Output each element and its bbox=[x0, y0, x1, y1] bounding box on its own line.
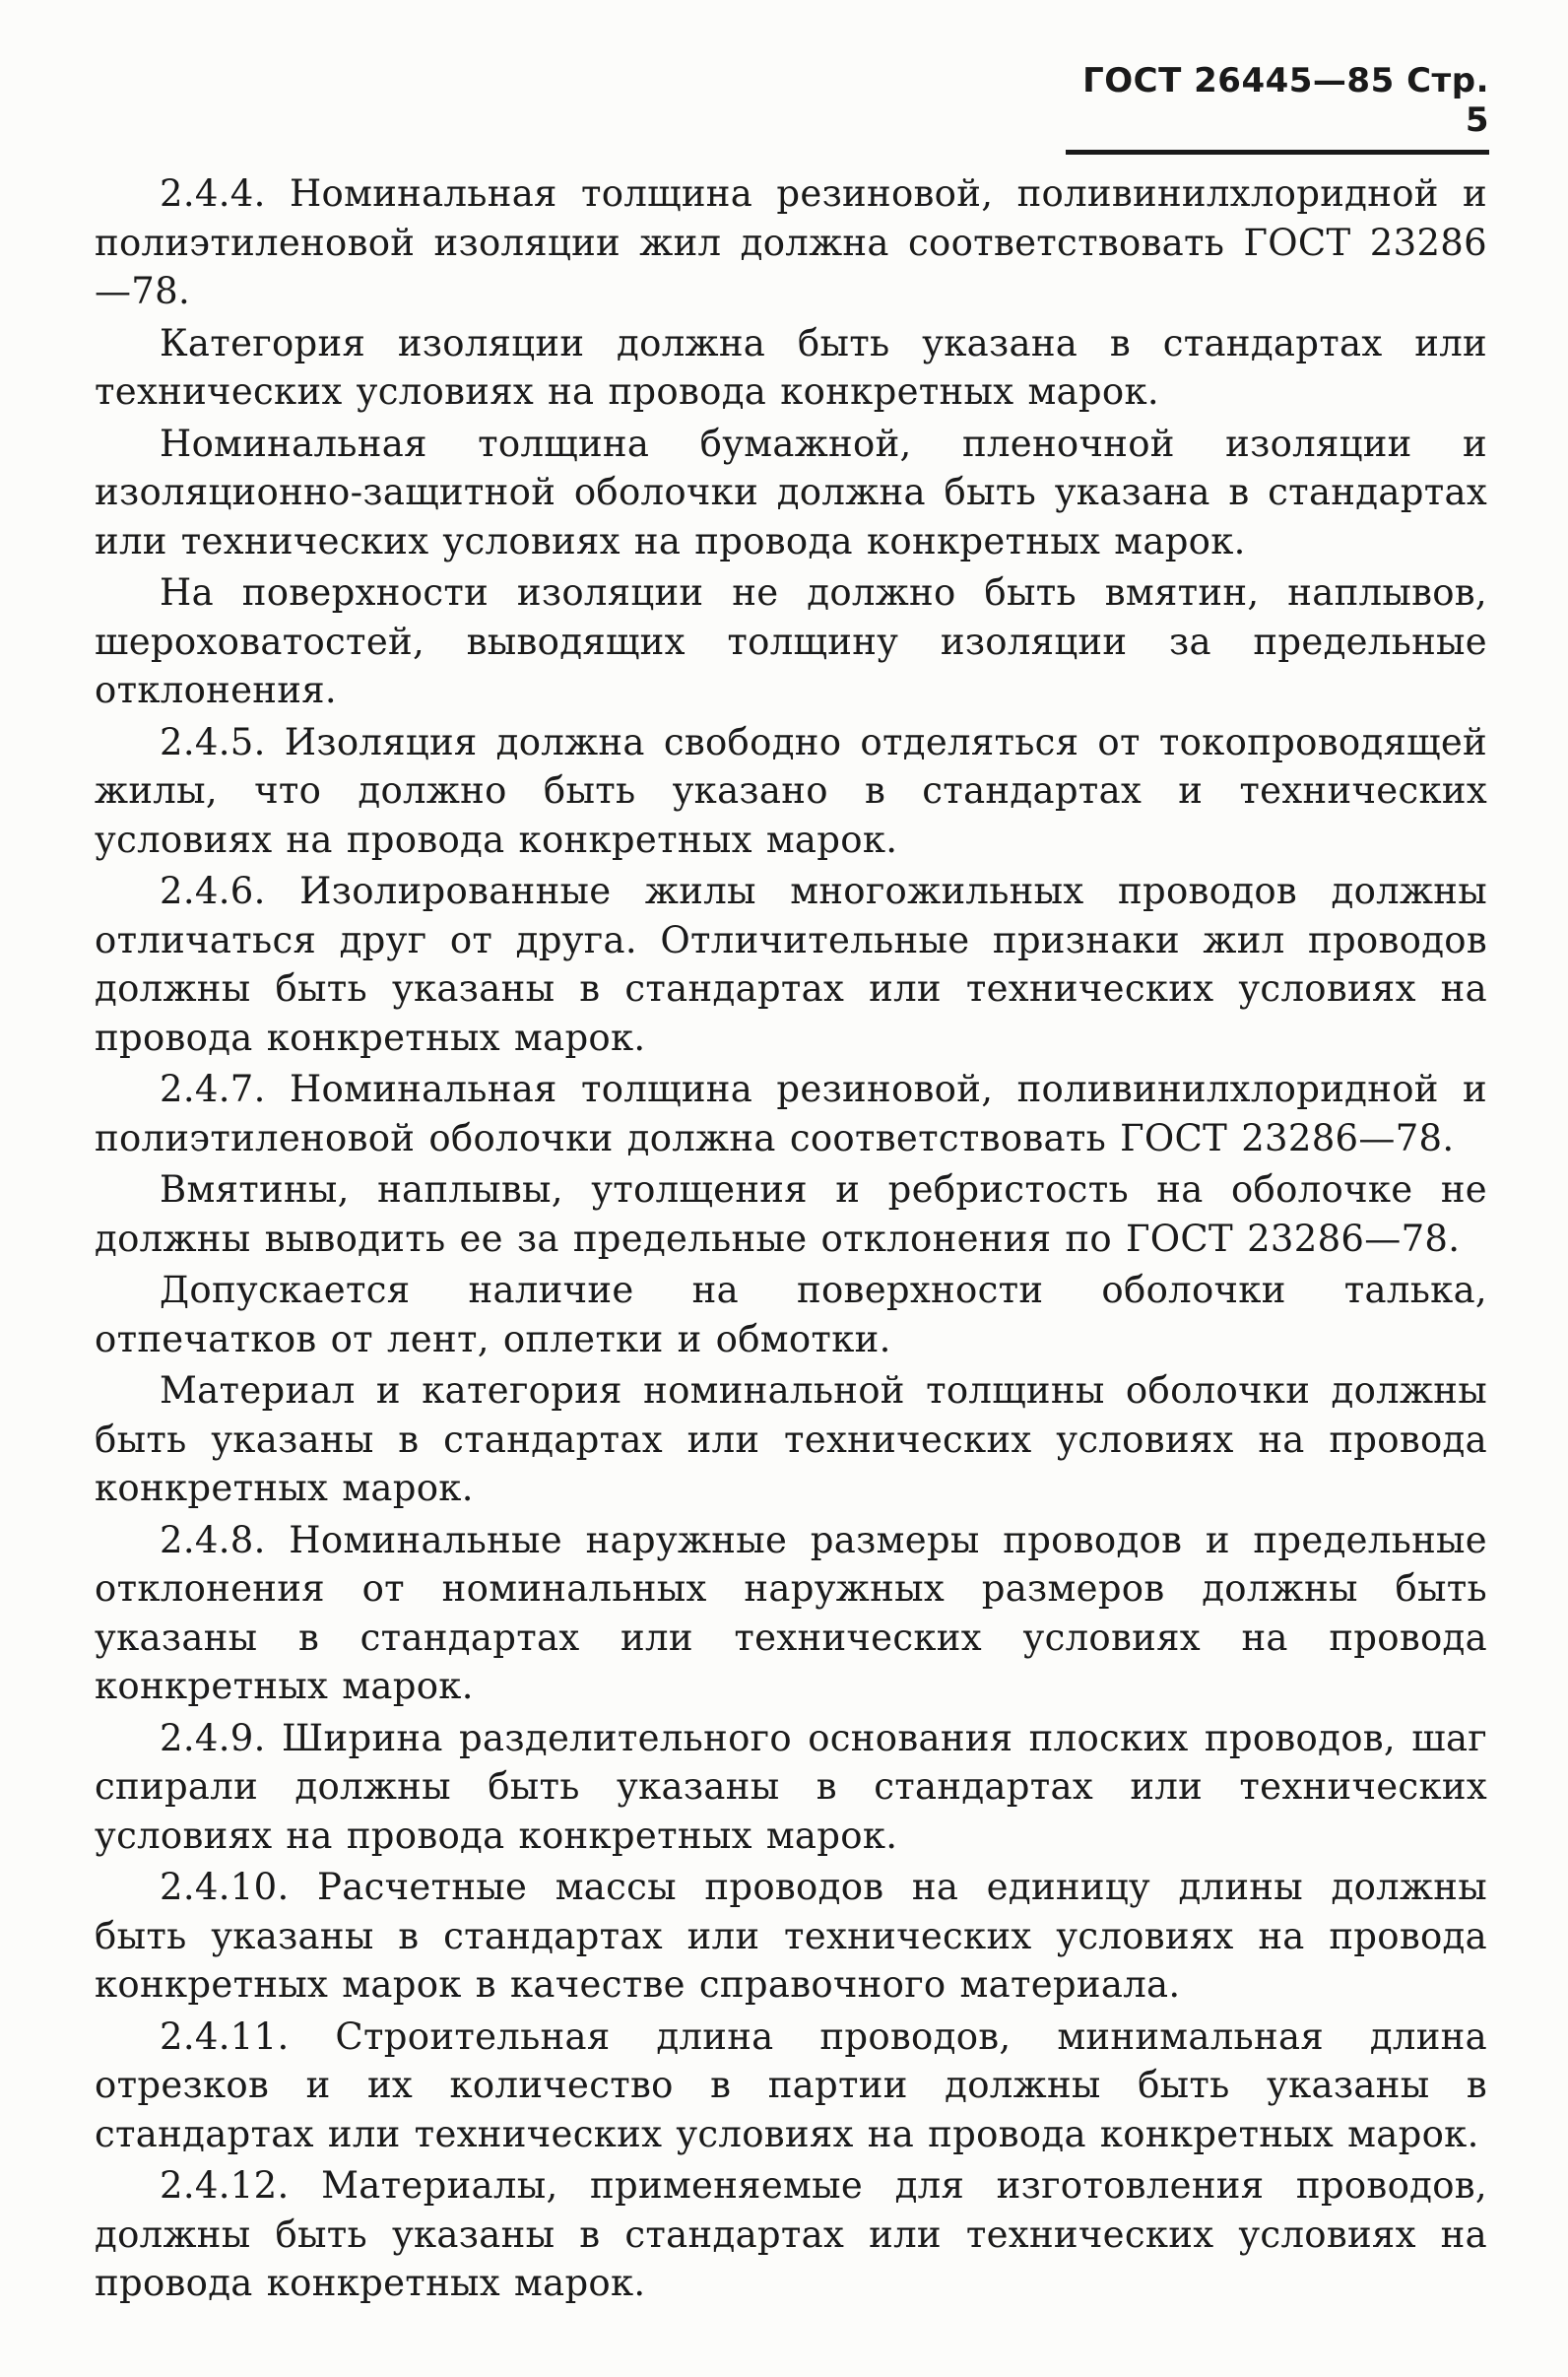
body-text bbox=[95, 169, 1487, 2311]
paragraph-2-4-10: 2.4.10. Расчетные массы проводов на единицу длины должны быть указаны в стандартах или технических условиях на провода конкретных марок в качестве справочного материала. bbox=[95, 1866, 1487, 2006]
paragraph-2-4-11: 2.4.11. Строительная длина проводов, минимальная длина отрезков и их количество в партии должны быть указаны в стандартах или технических условиях на провода конкретных марок. bbox=[95, 2014, 1487, 2155]
paragraph-2-4-12: 2.4.12. Материалы, применяемые для изготовления проводов, должны быть указаны в стандартах или технических условиях на провода конкретных марок. bbox=[95, 2164, 1487, 2304]
paragraph-2-4-9: 2.4.9. Ширина разделительного основания плоских проводов, шаг спирали должны быть указаны в стандартах или технических условиях на провода конкретных марок. bbox=[95, 1716, 1487, 1857]
paragraph-2-4-6: 2.4.6. Изолированные жилы многожильных проводов должны отличаться друг от друга. Отличительные признаки жил проводов должны быть указаны в стандартах или технических условиях на провода конкретных марок. bbox=[95, 870, 1487, 1059]
header-rule bbox=[1066, 150, 1489, 155]
paragraph-paper-film-insulation: Номинальная толщина бумажной, пленочной изоляции и изоляционно-защитной оболочки должна быть указана в стандартах или технических условиях на провода конкретных марок. bbox=[95, 422, 1487, 562]
paragraph-2-4-5: 2.4.5. Изоляция должна свободно отделяться от токопроводящей жилы, что должно быть указано в стандартах и технических условиях на провода конкретных марок. bbox=[95, 720, 1487, 861]
paragraph-2-4-8: 2.4.8. Номинальные наружные размеры проводов и предельные отклонения от номинальных наружных размеров должны быть указаны в стандартах или технических условиях на провода конкретных марок. bbox=[95, 1518, 1487, 1707]
standard-page-label: ГОСТ 26445—85 Стр. 5 bbox=[1082, 61, 1489, 140]
paragraph-2-4-4: 2.4.4. Номинальная толщина резиновой, поливинилхлоридной и полиэтиленовой изоляции жил должна соответствовать ГОСТ 23286—78. bbox=[95, 172, 1487, 312]
page-header bbox=[1066, 61, 1489, 155]
paragraph-sheath-talc: Допускается наличие на поверхности оболочки талька, отпечатков от лент, оплетки и обмотки. bbox=[95, 1269, 1487, 1360]
paragraph-sheath-material: Материал и категория номинальной толщины оболочки должны быть указаны в стандартах или технических условиях на провода конкретных марок. bbox=[95, 1369, 1487, 1509]
paragraph-insulation-category: Категория изоляции должна быть указана в стандартах или технических условиях на провода конкретных марок. bbox=[95, 321, 1487, 413]
paragraph-2-4-7: 2.4.7. Номинальная толщина резиновой, поливинилхлоридной и полиэтиленовой оболочки должна соответствовать ГОСТ 23286—78. bbox=[95, 1068, 1487, 1159]
paragraph-insulation-surface: На поверхности изоляции не должно быть вмятин, наплывов, шероховатостей, выводящих толщину изоляции за предельные отклонения. bbox=[95, 571, 1487, 711]
paragraph-sheath-dents: Вмятины, наплывы, утолщения и ребристость на оболочке не должны выводить ее за предельные отклонения по ГОСТ 23286—78. bbox=[95, 1168, 1487, 1260]
